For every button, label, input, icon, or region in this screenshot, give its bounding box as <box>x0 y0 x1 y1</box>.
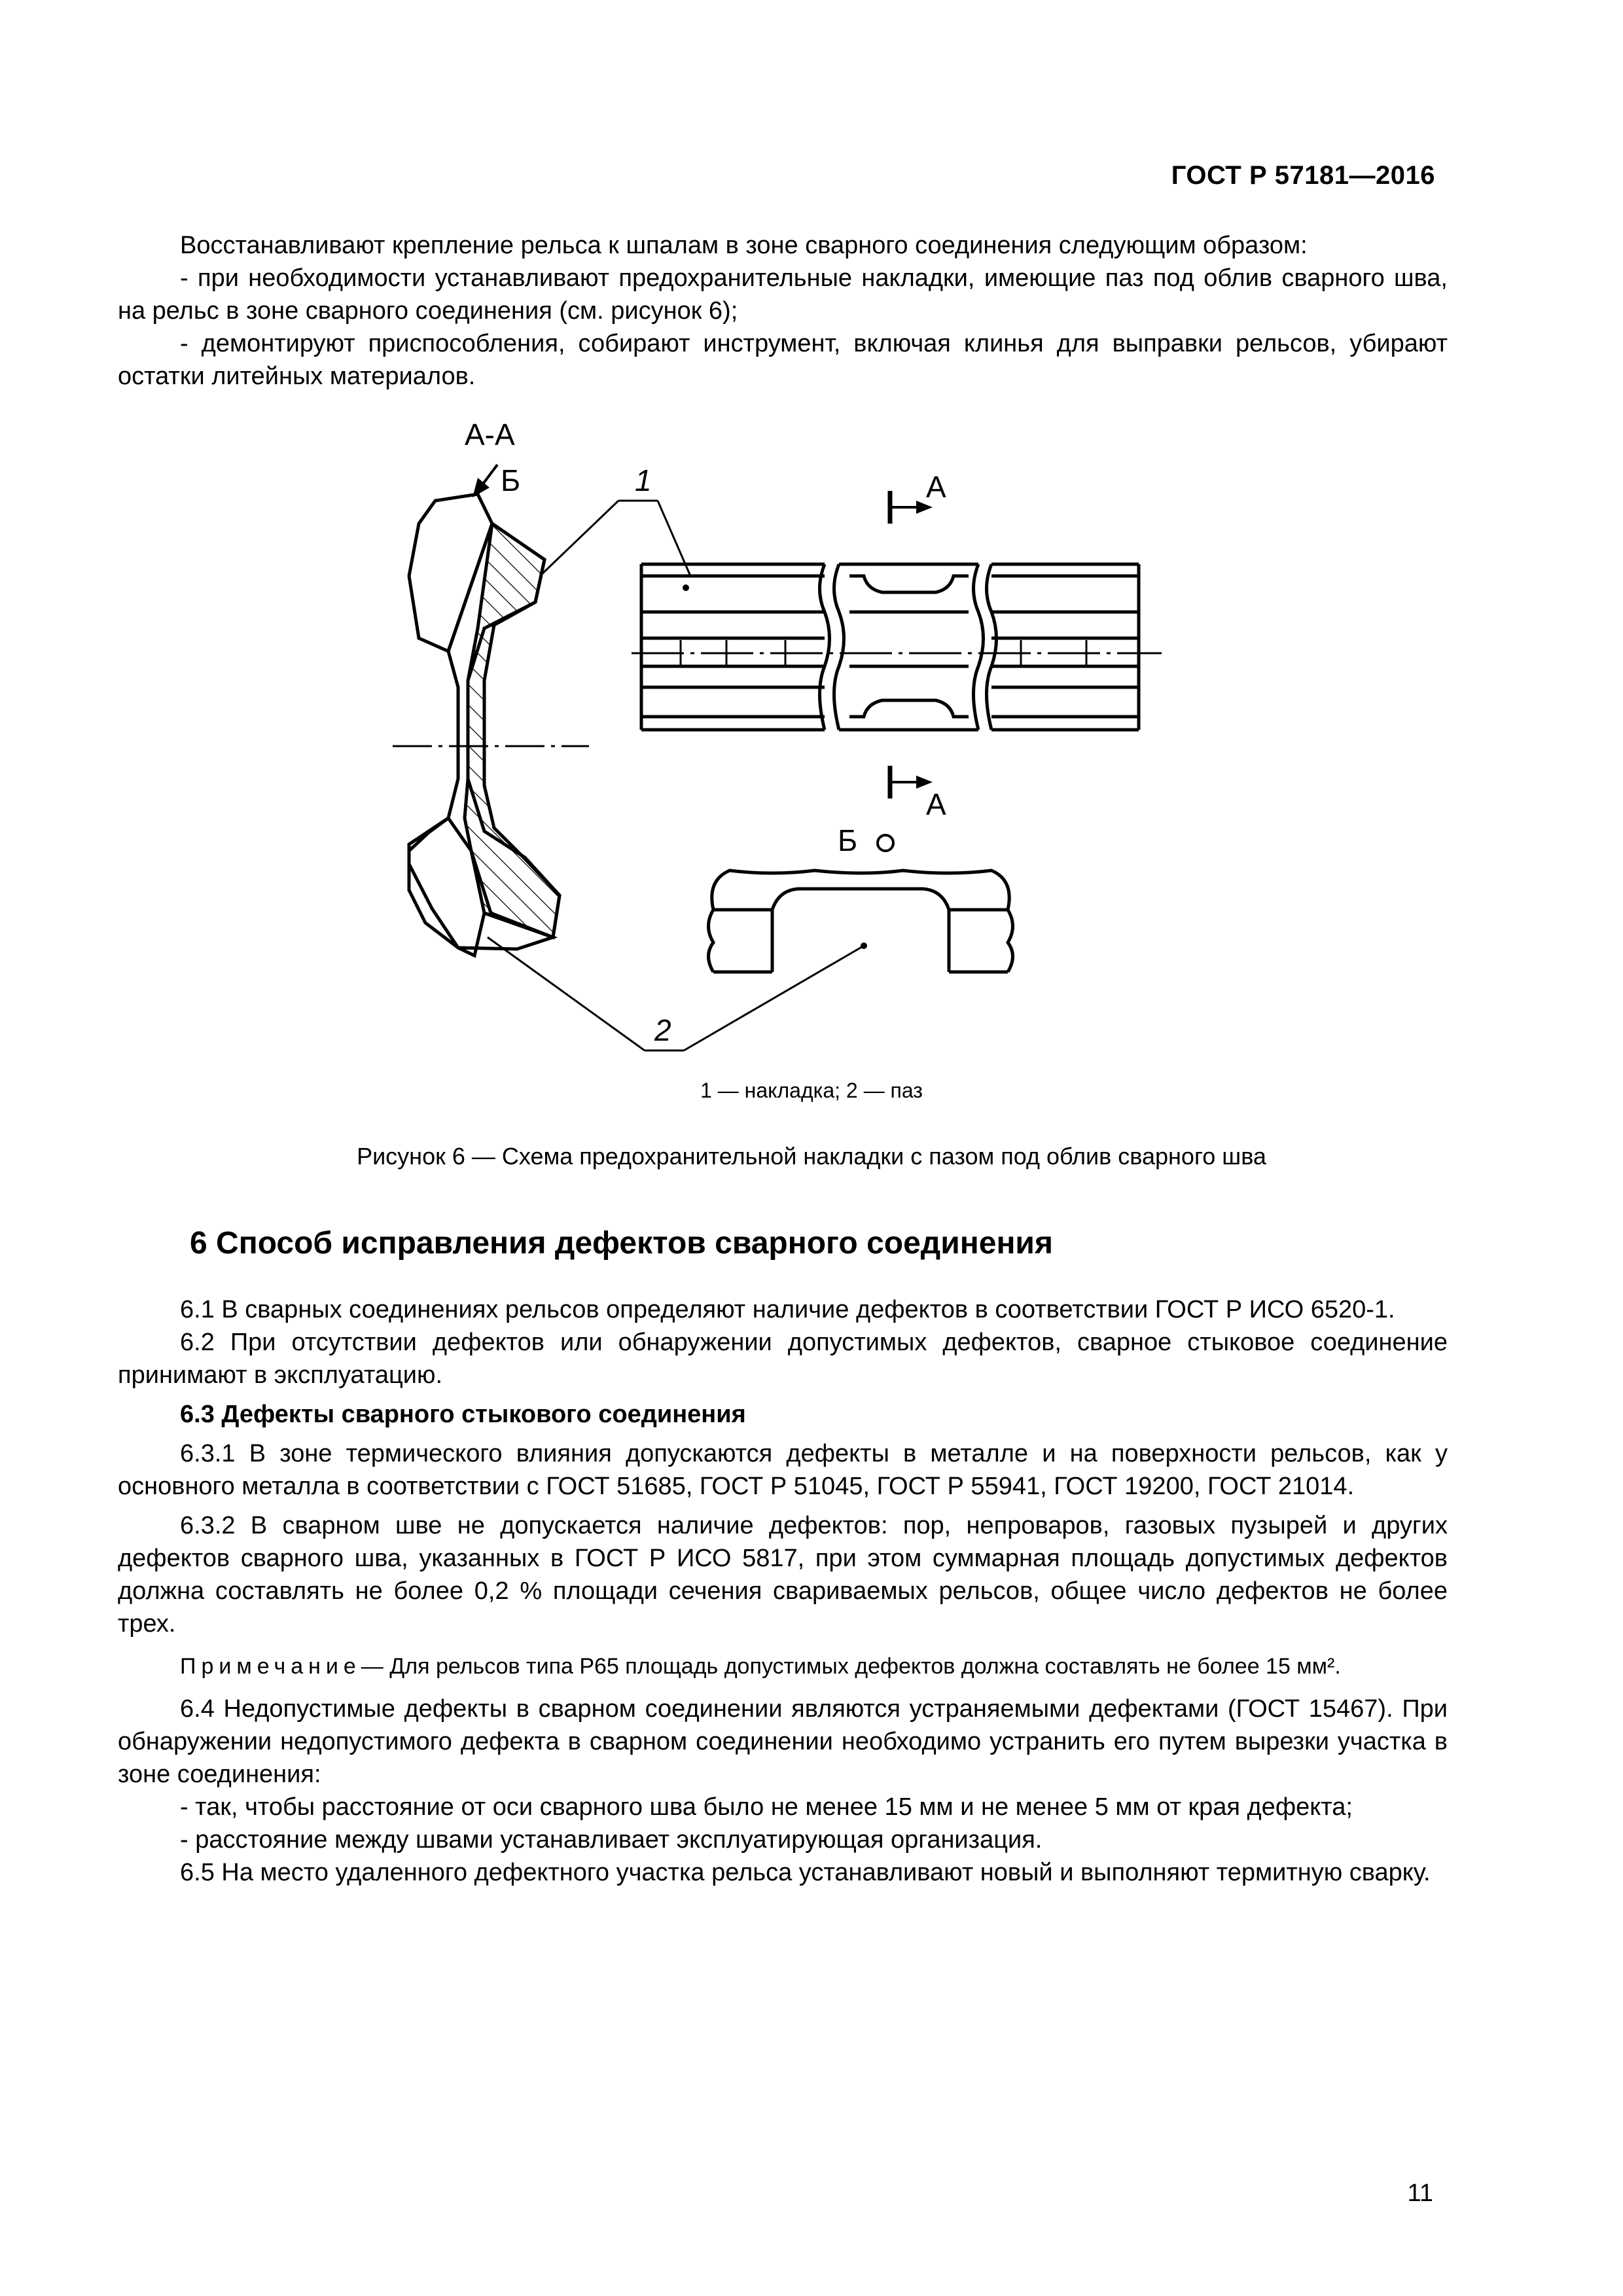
intro-paragraph-2: - при необходимости устанавливают предохранительные накладки, имеющие паз под облив сварного шва, на рельс в зоне сварного соединения (см. рисунок 6); <box>118 264 1448 325</box>
paragraph-6-1: 6.1 В сварных соединениях рельсов определяют наличие дефектов в соответствии ГОСТ Р ИСО 6520-1. <box>180 1296 1395 1323</box>
figure-6 <box>380 393 1178 1086</box>
paragraph-6-3-2: 6.3.2 В сварном шве не допускается наличие дефектов: пор, непроваров, газовых пузырей и других дефектов сварного шва, указанных в ГОСТ Р ИСО 5817, при этом суммарная площадь допустимых дефектов должна составлять не более 0,2 % площади сечения свариваемых рельсов, общее число дефектов не более трех. <box>118 1512 1448 1638</box>
section-6-title: 6 Способ исправления дефектов сварного соединения <box>190 1226 1053 1261</box>
note-text: — Для рельсов типа Р65 площадь допустимых дефектов должна составлять не более 15 мм². <box>361 1654 1341 1679</box>
view-b-rotation-icon <box>878 835 893 851</box>
section-6-body <box>118 1293 1448 1889</box>
callout-2-label: 2 <box>654 1013 671 1047</box>
paragraph-6-3-1: 6.3.1 В зоне термического влияния допускаются дефекты в металле и на поверхности рельсов, как у основного металла в соответствии с ГОСТ 51685, ГОСТ Р 51045, ГОСТ Р 55941, ГОСТ 19200, ГОСТ 21014. <box>118 1440 1448 1500</box>
cut-mark-bottom-arrowhead <box>916 776 933 789</box>
paragraph-6-2: 6.2 При отсутствии дефектов или обнаружении допустимых дефектов, сварное стыковое соединение принимают в эксплуатацию. <box>118 1329 1448 1389</box>
paragraph-6-4-a: - так, чтобы расстояние от оси сварного шва было не менее 15 мм и не менее 5 мм от края дефекта; <box>180 1793 1353 1821</box>
page-number: 11 <box>1407 2179 1433 2207</box>
paragraph-6-4: 6.4 Недопустимые дефекты в сварном соединении являются устраняемыми дефектами (ГОСТ 15467). При обнаружении недопустимого дефекта в сварном соединении необходимо устранить его путем вырезки участка в зоне соединения: <box>118 1695 1448 1788</box>
pad-dot-1 <box>683 584 689 591</box>
figure-6-drawing <box>380 393 1178 1086</box>
intro-paragraph-1: Восстанавливают крепление рельса к шпалам в зоне сварного соединения следующим образом: <box>180 232 1308 259</box>
intro-paragraph-3: - демонтируют приспособления, собирают инструмент, включая клинья для выправки рельсов, убирают остатки литейных материалов. <box>118 330 1448 390</box>
document-id: ГОСТ Р 57181—2016 <box>1171 161 1435 190</box>
view-b-detail <box>709 870 1013 972</box>
note <box>118 1652 1448 1681</box>
label-view-b-detail: Б <box>838 823 858 857</box>
cut-label-bottom: А <box>926 787 946 821</box>
intro-block <box>118 229 1448 393</box>
heading-6-3: 6.3 Дефекты сварного стыкового соединения <box>180 1401 746 1428</box>
label-view-b: Б <box>501 463 521 497</box>
callout-1-leader-a <box>540 501 618 576</box>
hatched-pad-section <box>465 524 560 937</box>
cut-label-top: А <box>926 470 946 504</box>
figure-caption: Рисунок 6 — Схема предохранительной накладки с пазом под облив сварного шва <box>357 1143 1266 1170</box>
paragraph-6-5: 6.5 На место удаленного дефектного участка рельса устанавливают новый и выполняют термитную сварку. <box>180 1859 1431 1886</box>
callout-1-label: 1 <box>635 463 652 497</box>
label-section: А-А <box>465 418 515 452</box>
plan-view <box>641 564 1139 730</box>
note-label: Примечание <box>180 1654 361 1679</box>
figure-legend: 1 — накладка; 2 — паз <box>700 1079 923 1102</box>
groove-dot-2 <box>861 942 867 949</box>
callout-2-leader-a <box>488 937 645 1050</box>
paragraph-6-4-b: - расстояние между швами устанавливает эксплуатирующая организация. <box>180 1826 1043 1854</box>
